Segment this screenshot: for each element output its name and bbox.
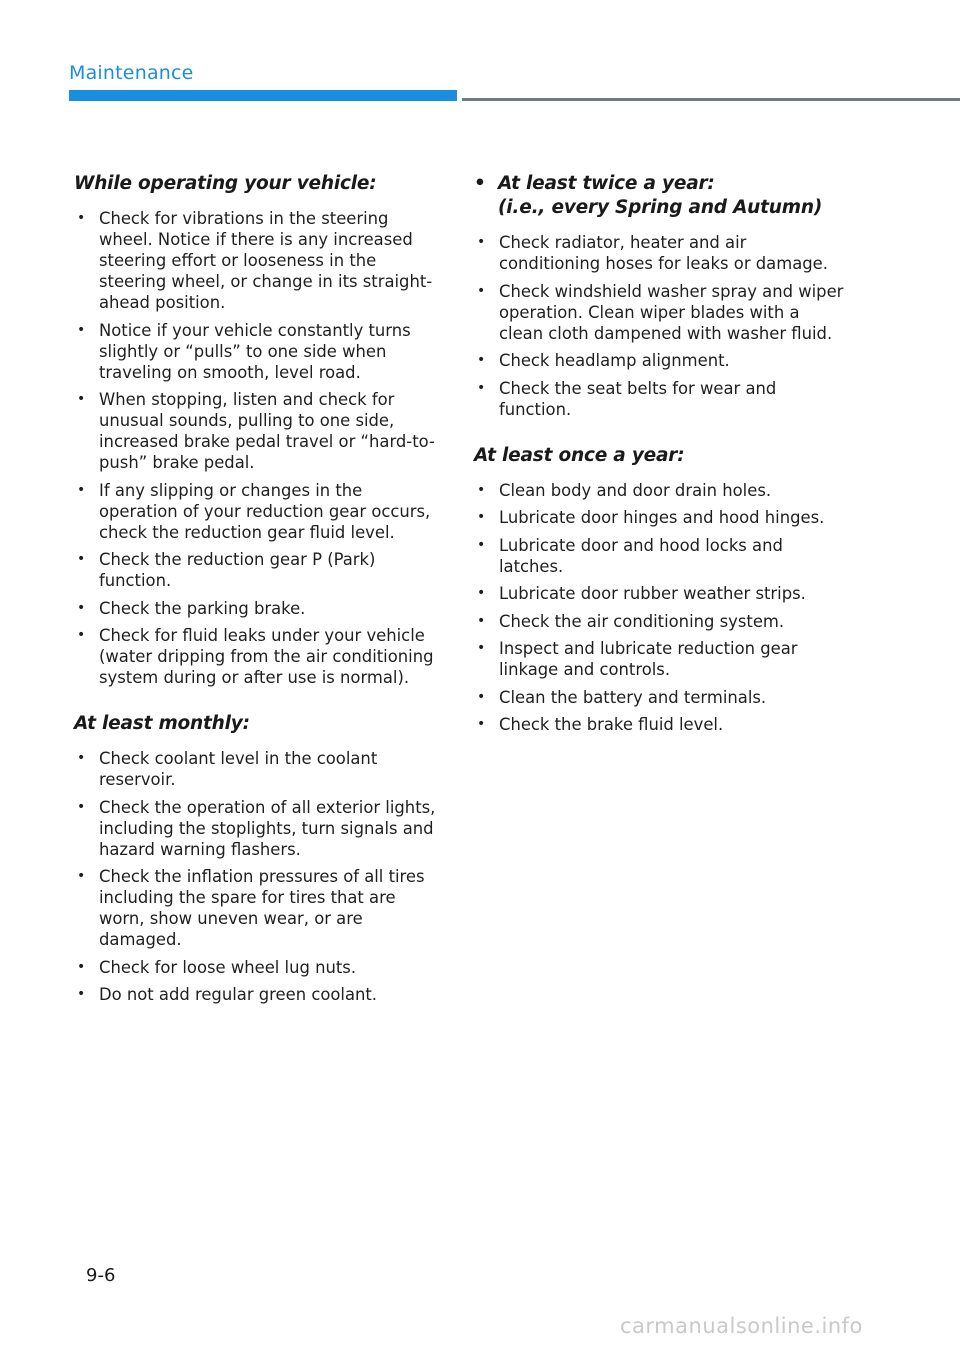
list-item: • When stopping, listen and check for unusual sounds, pulling to one side, increased brake pedal travel or “hard-to-push” brake pedal. bbox=[77, 390, 435, 472]
list-item: • Check for vibrations in the steering wheel. Notice if there is any increased steering effort or looseness in the steering wheel, or change in its straight-ahead position. bbox=[77, 209, 433, 312]
list-item: • Check windshield washer spray and wiper operation. Clean wiper blades with a clean cloth dampened with washer fluid. bbox=[477, 281, 844, 343]
list-item: • Check for loose wheel lug nuts. bbox=[77, 957, 357, 977]
list-item: • Check the seat belts for wear and function. bbox=[477, 378, 777, 419]
list-item: • Check the air conditioning system. bbox=[477, 611, 785, 631]
list-item: • Lubricate door and hood locks and latches. bbox=[477, 535, 783, 576]
list-at-least-monthly bbox=[74, 748, 444, 1005]
list-item: • Lubricate door hinges and hood hinges. bbox=[477, 508, 825, 527]
list-while-operating bbox=[74, 208, 444, 688]
heading-at-least-monthly: At least monthly: bbox=[74, 713, 250, 734]
heading-while-operating: While operating your vehicle: bbox=[74, 173, 377, 194]
list-item: • Clean the battery and terminals. bbox=[477, 687, 767, 707]
heading-line-1: At least twice a year: bbox=[498, 173, 715, 194]
list-item: • Check headlamp alignment. bbox=[477, 351, 730, 370]
list-item: • Do not add regular green coolant. bbox=[77, 985, 378, 1004]
list-item: • Check the operation of all exterior lights, including the stoplights, turn signals and hazard warning flashers. bbox=[77, 797, 436, 859]
list-item: • Check the inflation pressures of all tires including the spare for tires that are worn, show uneven wear, or are damaged. bbox=[77, 867, 425, 949]
list-item: • Notice if your vehicle constantly turns slightly or “pulls” to one side when traveling on smooth, level road. bbox=[77, 320, 411, 382]
right-column bbox=[474, 172, 844, 742]
left-column bbox=[74, 172, 444, 1012]
list-item: • Clean body and door drain holes. bbox=[477, 480, 772, 500]
page-number: 9-6 bbox=[86, 1265, 116, 1286]
header-rule-blue bbox=[69, 90, 457, 101]
list-item: • Check the reduction gear P (Park) function. bbox=[77, 550, 376, 590]
list-at-least-once-a-year bbox=[474, 480, 844, 736]
watermark: carmanualsonline.info bbox=[620, 1314, 863, 1338]
list-twice-a-year bbox=[474, 232, 844, 420]
list-item: • Check coolant level in the coolant reservoir. bbox=[77, 749, 378, 789]
list-item: • Lubricate door rubber weather strips. bbox=[477, 584, 806, 603]
list-item: • If any slipping or changes in the operation of your reduction gear occurs, check the reduction gear fluid level. bbox=[77, 480, 431, 542]
list-item: • Check the brake fluid level. bbox=[477, 715, 724, 734]
heading-twice-a-year bbox=[474, 172, 844, 220]
list-item: • Check the parking brake. bbox=[77, 598, 306, 618]
heading-bullet: • bbox=[474, 173, 486, 194]
section-title: Maintenance bbox=[69, 62, 194, 84]
list-item: • Check radiator, heater and air conditioning hoses for leaks or damage. bbox=[477, 233, 828, 273]
heading-at-least-once-a-year: At least once a year: bbox=[474, 444, 685, 466]
list-item: • Inspect and lubricate reduction gear linkage and controls. bbox=[477, 639, 798, 679]
heading-line-2: (i.e., every Spring and Autumn) bbox=[498, 197, 823, 218]
list-item: • Check for fluid leaks under your vehicle (water dripping from the air conditioning system during or after use is normal). bbox=[77, 626, 434, 687]
header-rule-gray bbox=[462, 98, 960, 101]
